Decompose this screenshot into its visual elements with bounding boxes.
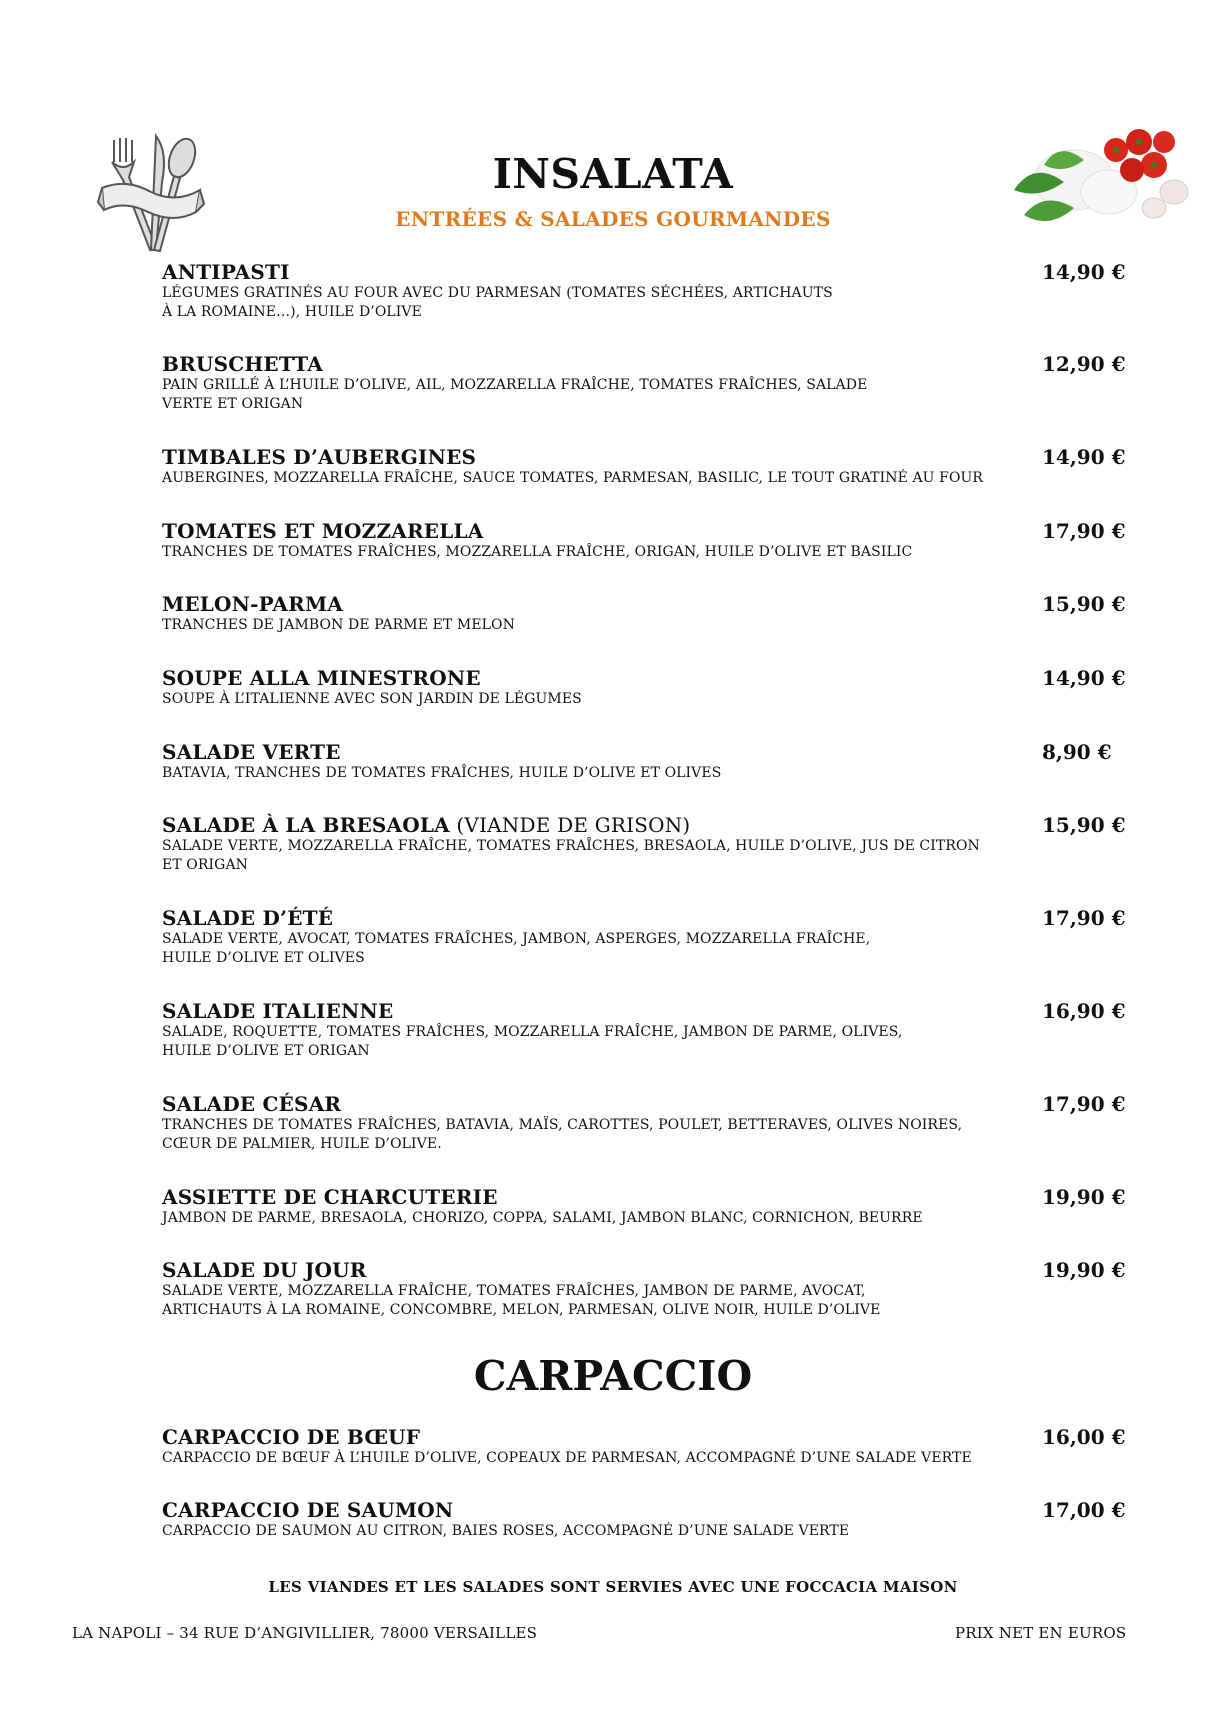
item-description	[162, 1449, 1022, 1468]
menu-item	[162, 519, 1126, 562]
item-price: 14,90 €	[1042, 260, 1126, 284]
item-price: 14,90 €	[1042, 445, 1126, 469]
item-description	[162, 1023, 1022, 1061]
menu-item	[162, 592, 1126, 635]
item-description-line: TRANCHES DE TOMATES FRAÎCHES, BATAVIA, MAÏS, CAROTTES, POULET, BETTERAVES, OLIVES NOIRES,	[162, 1117, 963, 1133]
item-price: 15,90 €	[1042, 813, 1126, 837]
item-description-line: CARPACCIO DE BŒUF À L’HUILE D’OLIVE, COPEAUX DE PARMESAN, ACCOMPAGNÉ D’UNE SALADE VERTE	[162, 1450, 972, 1466]
item-price: 19,90 €	[1042, 1258, 1126, 1282]
item-name: ANTIPASTI	[162, 260, 290, 284]
item-description-line: SALADE VERTE, MOZZARELLA FRAÎCHE, TOMATES FRAÎCHES, BRESAOLA, HUILE D’OLIVE, JUS DE CITRON	[162, 838, 980, 854]
item-description	[162, 284, 1022, 322]
item-name-note: (VIANDE DE GRISON)	[449, 813, 691, 837]
item-description	[162, 690, 1022, 709]
page-title: INSALATA	[492, 150, 734, 198]
item-description-line: VERTE ET ORIGAN	[162, 396, 304, 412]
menu-item	[162, 1498, 1126, 1541]
foccacia-note: LES VIANDES ET LES SALADES SONT SERVIES AVEC UNE FOCCACIA MAISON	[268, 1578, 958, 1596]
item-name: MELON-PARMA	[162, 592, 344, 616]
item-name: CARPACCIO DE SAUMON	[162, 1498, 454, 1522]
item-description-line: ET ORIGAN	[162, 857, 249, 873]
item-description-line: JAMBON DE PARME, BRESAOLA, CHORIZO, COPPA, SALAMI, JAMBON BLANC, CORNICHON, BEURRE	[162, 1210, 923, 1226]
item-description	[162, 616, 1022, 635]
item-description-line: TRANCHES DE TOMATES FRAÎCHES, MOZZARELLA FRAÎCHE, ORIGAN, HUILE D’OLIVE ET BASILIC	[162, 544, 913, 560]
item-description-line: BATAVIA, TRANCHES DE TOMATES FRAÎCHES, HUILE D’OLIVE ET OLIVES	[162, 765, 722, 781]
menu-item	[162, 666, 1126, 709]
item-description	[162, 837, 1022, 875]
item-name: SALADE ITALIENNE	[162, 999, 394, 1023]
item-description	[162, 376, 1022, 414]
item-description	[162, 543, 1022, 562]
item-name: SALADE VERTE	[162, 740, 341, 764]
menu-item	[162, 740, 1122, 783]
item-name: SOUPE ALLA MINESTRONE	[162, 666, 481, 690]
menu-item	[162, 999, 1126, 1061]
menu-item	[162, 1092, 1126, 1154]
item-description-line: AUBERGINES, MOZZARELLA FRAÎCHE, SAUCE TOMATES, PARMESAN, BASILIC, LE TOUT GRATINÉ AU FOUR	[162, 470, 984, 486]
prices-note: PRIX NET EN EUROS	[955, 1624, 1127, 1642]
menu-item	[162, 813, 1126, 875]
item-name-text: SALADE À LA BRESAOLA	[162, 813, 450, 837]
menu-item	[162, 906, 1126, 968]
item-price: 17,90 €	[1042, 1092, 1126, 1116]
item-price: 12,90 €	[1042, 352, 1126, 376]
menu-item	[162, 445, 1126, 488]
item-price: 16,90 €	[1042, 999, 1126, 1023]
item-price: 17,00 €	[1042, 1498, 1126, 1522]
item-price: 14,90 €	[1042, 666, 1126, 690]
item-name: ASSIETTE DE CHARCUTERIE	[162, 1185, 498, 1209]
menu-item	[162, 1258, 1126, 1320]
item-name: SALADE CÉSAR	[162, 1092, 342, 1116]
item-description-line: À LA ROMAINE…), HUILE D’OLIVE	[162, 304, 422, 320]
item-description-line: PAIN GRILLÉ À L’HUILE D’OLIVE, AIL, MOZZARELLA FRAÎCHE, TOMATES FRAÎCHES, SALADE	[162, 377, 868, 393]
item-price: 17,90 €	[1042, 519, 1126, 543]
item-description-line: SALADE VERTE, AVOCAT, TOMATES FRAÎCHES, JAMBON, ASPERGES, MOZZARELLA FRAÎCHE,	[162, 931, 871, 947]
item-description-line: SALADE, ROQUETTE, TOMATES FRAÎCHES, MOZZARELLA FRAÎCHE, JAMBON DE PARME, OLIVES,	[162, 1024, 903, 1040]
item-price: 17,90 €	[1042, 906, 1126, 930]
item-description-line: CARPACCIO DE SAUMON AU CITRON, BAIES ROSES, ACCOMPAGNÉ D’UNE SALADE VERTE	[162, 1523, 850, 1539]
item-name: SALADE D’ÉTÉ	[162, 906, 334, 930]
item-description-line: LÉGUMES GRATINÉS AU FOUR AVEC DU PARMESAN (TOMATES SÉCHÉES, ARTICHAUTS	[162, 285, 833, 301]
page-subtitle: ENTRÉES & SALADES GOURMANDES	[395, 207, 831, 231]
item-name: TIMBALES D’AUBERGINES	[162, 445, 477, 469]
menu-item	[162, 352, 1126, 414]
item-description-line: SOUPE À L’ITALIENNE AVEC SON JARDIN DE LÉGUMES	[162, 691, 582, 707]
menu-item	[162, 1425, 1126, 1468]
item-description	[162, 1209, 1022, 1228]
cutlery-ribbon-icon	[96, 132, 206, 262]
item-price: 19,90 €	[1042, 1185, 1126, 1209]
restaurant-address: LA NAPOLI – 34 RUE D’ANGIVILLIER, 78000 VERSAILLES	[72, 1624, 538, 1642]
item-name	[162, 813, 1122, 837]
item-description-line: HUILE D’OLIVE ET OLIVES	[162, 950, 365, 966]
section-title-carpaccio: CARPACCIO	[473, 1352, 753, 1400]
item-description	[162, 1116, 1022, 1154]
item-price: 8,90 €	[1042, 740, 1112, 764]
item-description-line: SALADE VERTE, MOZZARELLA FRAÎCHE, TOMATES FRAÎCHES, JAMBON DE PARME, AVOCAT,	[162, 1283, 866, 1299]
item-price: 15,90 €	[1042, 592, 1126, 616]
item-description	[162, 1282, 1022, 1320]
item-name: TOMATES ET MOZZARELLA	[162, 519, 484, 543]
item-description	[162, 764, 1022, 783]
item-name: SALADE DU JOUR	[162, 1258, 367, 1282]
item-description-line: HUILE D’OLIVE ET ORIGAN	[162, 1043, 370, 1059]
menu-item	[162, 260, 1126, 322]
item-name: BRUSCHETTA	[162, 352, 323, 376]
item-description	[162, 930, 1022, 968]
item-description-line: ARTICHAUTS À LA ROMAINE, CONCOMBRE, MELON, PARMESAN, OLIVE NOIR, HUILE D’OLIVE	[162, 1302, 881, 1318]
item-description	[162, 469, 1022, 488]
item-description	[162, 1522, 1022, 1541]
item-name: CARPACCIO DE BŒUF	[162, 1425, 421, 1449]
menu-item	[162, 1185, 1126, 1228]
item-description-line: TRANCHES DE JAMBON DE PARME ET MELON	[162, 617, 515, 633]
item-description-line: CŒUR DE PALMIER, HUILE D’OLIVE.	[162, 1136, 442, 1152]
item-price: 16,00 €	[1042, 1425, 1126, 1449]
